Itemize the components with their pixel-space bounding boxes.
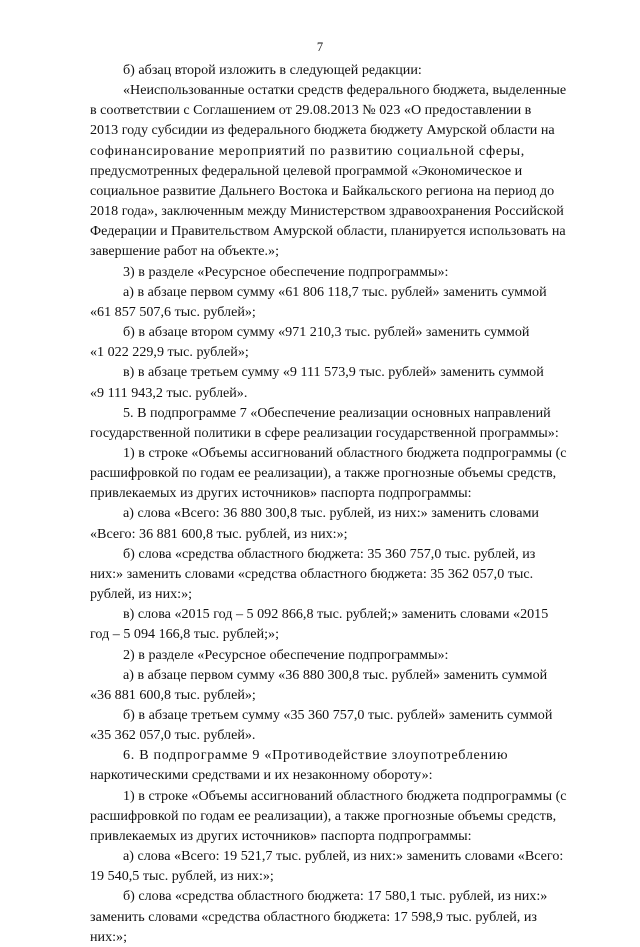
paragraph-line: б) в абзаце третьем сумму «35 360 757,0 тыс. рублей» заменить суммой	[123, 707, 553, 723]
paragraph-line: б) слова «средства областного бюджета: 17 580,1 тыс. рублей, из них:»	[123, 888, 548, 905]
paragraph-line: них:» заменить словами «средства областного бюджета: 35 362 057,0 тыс.	[90, 565, 534, 582]
paragraph-line: «35 362 057,0 тыс. рублей».	[90, 727, 256, 744]
paragraph-line: «9 111 943,2 тыс. рублей».	[90, 384, 248, 401]
paragraph-line: б) слова «средства областного бюджета: 35 360 757,0 тыс. рублей, из	[123, 545, 536, 562]
paragraph-line: 3) в разделе «Ресурсное обеспечение подпрограммы»:	[123, 263, 449, 280]
document-body	[90, 60, 606, 947]
paragraph-line: в соответствии с Соглашением от 29.08.2013 № 023 «О предоставлении в	[90, 102, 532, 119]
paragraph-line: расшифровкой по годам ее реализации), а также прогнозные объемы средств,	[90, 465, 557, 482]
paragraph-line: завершение работ на объекте.»;	[90, 243, 279, 260]
paragraph-line: 2018 года», заключенным между Министерством здравоохранения Российской	[90, 203, 564, 220]
paragraph-line: привлекаемых из других источников» паспорта подпрограммы:	[90, 827, 472, 844]
paragraph-line: а) в абзаце первом сумму «36 880 300,8 тыс. рублей» заменить суммой	[123, 666, 548, 683]
paragraph-line: б) абзац второй изложить в следующей редакции:	[123, 62, 422, 78]
paragraph-line: а) в абзаце первом сумму «61 806 118,7 тыс. рублей» заменить суммой	[123, 283, 547, 300]
paragraph-line: 19 540,5 тыс. рублей, из них:»;	[90, 868, 274, 885]
paragraph-line: 6. В подпрограмме 9 «Противодействие злоупотреблению	[123, 747, 509, 764]
paragraph-line: рублей, из них:»;	[90, 586, 193, 603]
paragraph-line: 2013 году субсидии из федерального бюджета бюджету Амурской области на	[90, 122, 555, 139]
paragraph-line: «36 881 600,8 тыс. рублей»;	[90, 686, 256, 703]
paragraph-line: привлекаемых из других источников» паспорта подпрограммы:	[90, 485, 472, 502]
paragraph-line: «Неиспользованные остатки средств федерального бюджета, выделенные	[123, 82, 567, 99]
paragraph-line: 2) в разделе «Ресурсное обеспечение подпрограммы»:	[123, 646, 449, 663]
paragraph-line: предусмотренных федеральной целевой программой «Экономическое и	[90, 162, 523, 179]
page-number: 7	[316, 40, 324, 54]
paragraph-line: а) слова «Всего: 36 880 300,8 тыс. рублей, из них:» заменить словами	[123, 505, 539, 522]
paragraph-line: государственной политики в сфере реализации государственной программы»:	[90, 424, 559, 441]
paragraph-line: 1) в строке «Объемы ассигнований областного бюджета подпрограммы (с	[123, 787, 567, 804]
paragraph-line: в) слова «2015 год – 5 092 866,8 тыс. рублей;» заменить словами «2015	[123, 606, 549, 623]
paragraph-line: «Всего: 36 881 600,8 тыс. рублей, из них:»;	[90, 525, 348, 542]
paragraph-line: Федерации и Правительством Амурской области, планируется использовать на	[90, 223, 566, 240]
paragraph-line: наркотическими средствами и их незаконному обороту»:	[90, 767, 433, 784]
paragraph-line: заменить словами «средства областного бюджета: 17 598,9 тыс. рублей, из	[90, 908, 537, 925]
paragraph-line: год – 5 094 166,8 тыс. рублей;»;	[90, 626, 279, 643]
paragraph-line: «1 022 229,9 тыс. рублей»;	[90, 344, 249, 361]
paragraph-line: 1) в строке «Объемы ассигнований областного бюджета подпрограммы (с	[123, 444, 567, 461]
paragraph-line: «61 857 507,6 тыс. рублей»;	[90, 303, 256, 320]
paragraph-line: социальное развитие Дальнего Востока и Байкальского региона на период до	[90, 182, 555, 199]
paragraph-line: софинансирование мероприятий по развитию социальной сферы,	[90, 142, 526, 159]
paragraph-line: 5. В подпрограмме 7 «Обеспечение реализации основных направлений	[123, 404, 551, 421]
paragraph-line: б) в абзаце втором сумму «971 210,3 тыс. рублей» заменить суммой	[123, 324, 530, 341]
paragraph-line: них:»;	[90, 928, 128, 945]
paragraph-line: расшифровкой по годам ее реализации), а также прогнозные объемы средств,	[90, 807, 557, 824]
paragraph-line: в) в абзаце третьем сумму «9 111 573,9 тыс. рублей» заменить суммой	[123, 364, 544, 381]
paragraph-line: а) слова «Всего: 19 521,7 тыс. рублей, из них:» заменить словами «Всего:	[123, 848, 564, 865]
